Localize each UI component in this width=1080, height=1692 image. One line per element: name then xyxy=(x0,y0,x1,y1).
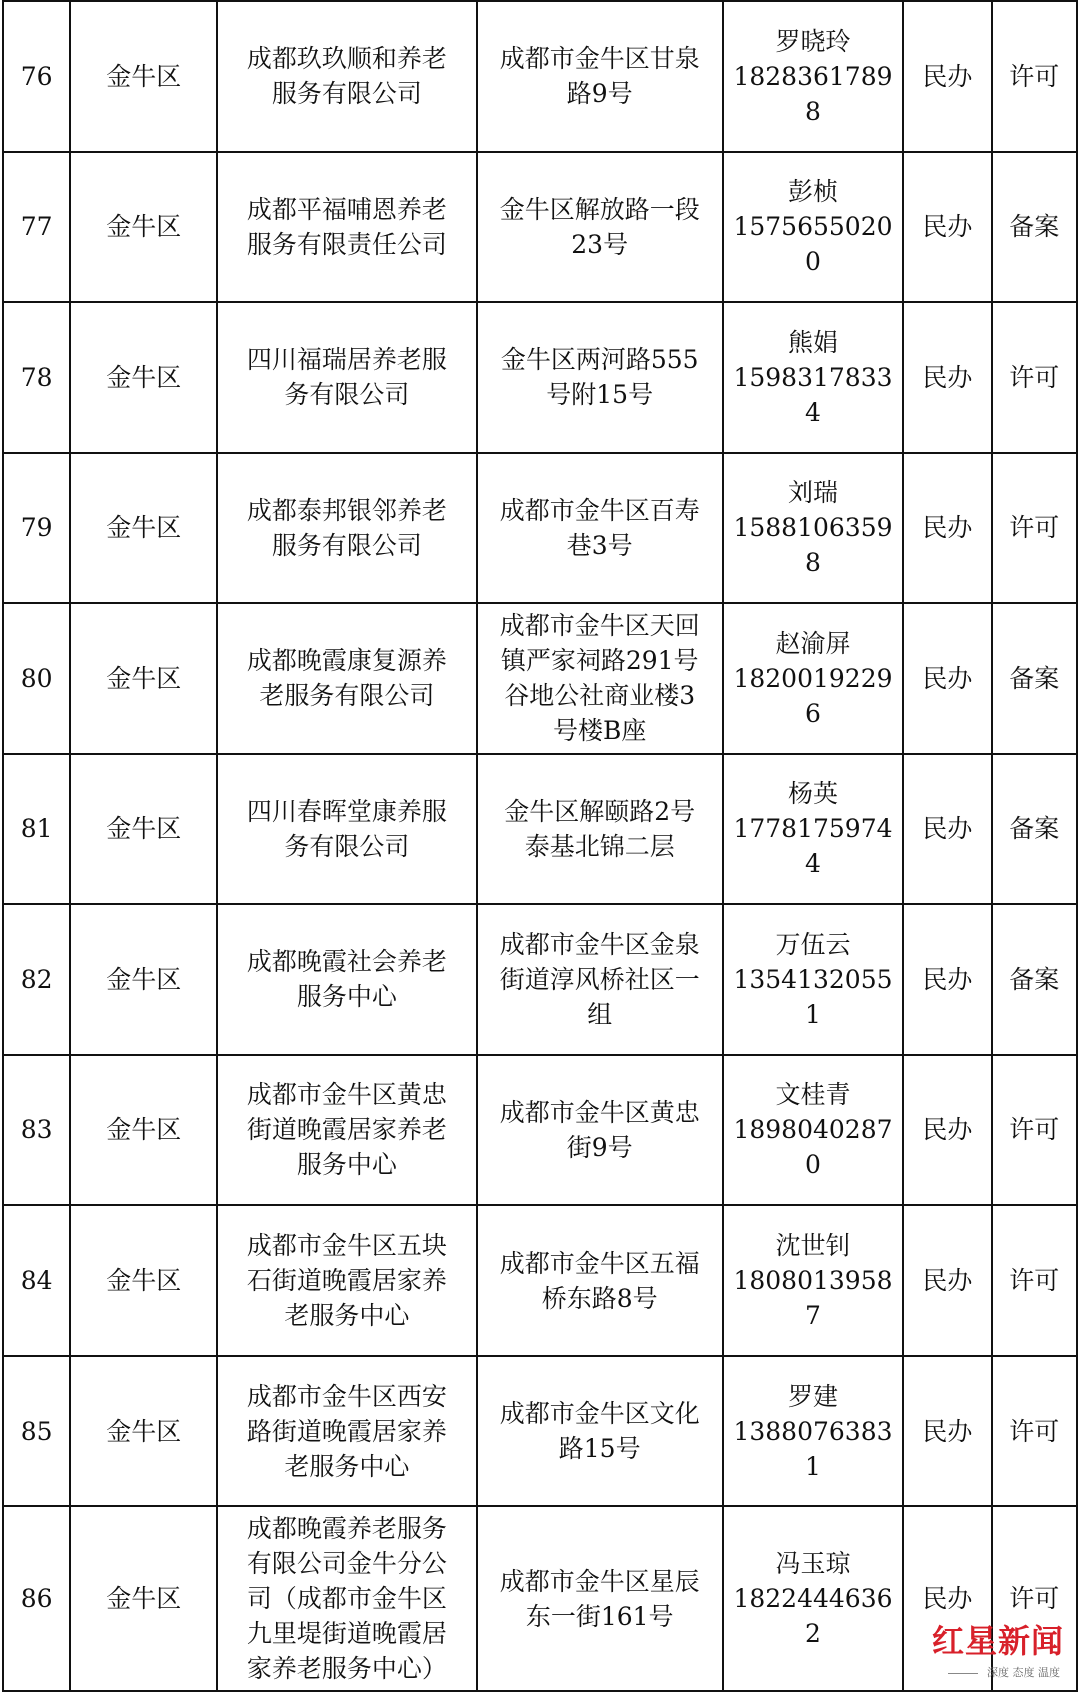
ownership-type: 民办 xyxy=(922,513,973,543)
filing-status-cell xyxy=(992,302,1077,453)
district: 金牛区 xyxy=(106,513,182,543)
row-number-cell xyxy=(3,1205,70,1356)
filing-status: 备案 xyxy=(1009,663,1060,693)
filing-status: 许可 xyxy=(1009,1115,1060,1145)
organization-name-line: 成都市金牛区西安 xyxy=(246,1381,447,1411)
address-line: 成都市金牛区百寿 xyxy=(499,495,700,525)
table-row xyxy=(3,1506,1077,1691)
address-cell xyxy=(477,152,723,303)
filing-status-cell xyxy=(992,1205,1077,1356)
contact-name: 熊娟 xyxy=(787,327,838,357)
ownership-type-cell xyxy=(903,1356,992,1507)
district: 金牛区 xyxy=(106,1115,182,1145)
contact-phone: 15881063598 xyxy=(733,513,893,578)
contact-name: 万伍云 xyxy=(775,929,851,959)
organization-cell xyxy=(217,1506,476,1691)
row-number-cell xyxy=(3,1055,70,1206)
row-number: 81 xyxy=(20,814,53,844)
contact-cell xyxy=(723,152,903,303)
organization-name-line: 成都市金牛区黄忠 xyxy=(246,1080,447,1110)
contact-phone: 15983178334 xyxy=(733,362,893,427)
ownership-type: 民办 xyxy=(922,1584,973,1614)
address-line: 成都市金牛区星辰 xyxy=(499,1566,700,1596)
contact-cell xyxy=(723,1356,903,1507)
organization-cell xyxy=(217,1055,476,1206)
row-number-cell xyxy=(3,1506,70,1691)
district-cell xyxy=(70,453,217,604)
organization-name-line: 成都泰邦银邻养老 xyxy=(246,495,447,525)
organization-name-line: 成都晚霞社会养老 xyxy=(246,947,447,977)
table-row xyxy=(3,603,1077,754)
address-line: 路15号 xyxy=(558,1434,641,1464)
address-cell xyxy=(477,1356,723,1507)
address-line: 成都市金牛区五福 xyxy=(499,1248,700,1278)
filing-status-cell xyxy=(992,152,1077,303)
filing-status-cell xyxy=(992,1,1077,152)
contact-name: 杨英 xyxy=(787,779,838,809)
ownership-type-cell xyxy=(903,1,992,152)
address-line: 街道淳风桥社区一 xyxy=(499,964,700,994)
filing-status-cell xyxy=(992,1055,1077,1206)
district-cell xyxy=(70,754,217,905)
filing-status: 许可 xyxy=(1009,362,1060,392)
organization-name-line: 成都晚霞养老服务 xyxy=(246,1514,447,1544)
organization-name-line: 务有限公司 xyxy=(284,831,410,861)
district: 金牛区 xyxy=(106,362,182,392)
organization-name-line: 服务中心 xyxy=(296,982,397,1012)
contact-name: 冯玉琼 xyxy=(775,1549,851,1579)
address-line: 成都市金牛区甘泉 xyxy=(499,44,700,74)
ownership-type: 民办 xyxy=(922,814,973,844)
ownership-type: 民办 xyxy=(922,212,973,242)
district-cell xyxy=(70,1,217,152)
ownership-type-cell xyxy=(903,453,992,604)
filing-status-cell xyxy=(992,603,1077,754)
district: 金牛区 xyxy=(106,1584,182,1614)
row-number: 79 xyxy=(20,513,53,543)
ownership-type: 民办 xyxy=(922,663,973,693)
contact-name: 文桂青 xyxy=(775,1080,851,1110)
address-line: 谷地公社商业楼3 xyxy=(504,681,696,711)
organization-name-line: 四川春晖堂康养服 xyxy=(246,796,447,826)
organization-name-line: 服务有限责任公司 xyxy=(246,229,447,259)
contact-phone: 17781759744 xyxy=(733,814,893,879)
table-row xyxy=(3,754,1077,905)
contact-cell xyxy=(723,754,903,905)
district-cell xyxy=(70,152,217,303)
contact-phone: 15756550200 xyxy=(733,212,893,277)
contact-name: 刘瑞 xyxy=(787,478,838,508)
organization-name-line: 有限公司金牛分公 xyxy=(246,1549,447,1579)
row-number: 78 xyxy=(20,362,53,392)
row-number-cell xyxy=(3,603,70,754)
district-cell xyxy=(70,1205,217,1356)
address-line: 成都市金牛区天回 xyxy=(499,611,700,641)
address-cell xyxy=(477,453,723,604)
ownership-type: 民办 xyxy=(922,1416,973,1446)
organization-name-line: 司（成都市金牛区 xyxy=(246,1584,447,1614)
red-star-news-watermark xyxy=(930,1614,1070,1684)
address-line: 街9号 xyxy=(566,1132,633,1162)
district: 金牛区 xyxy=(106,212,182,242)
ownership-type: 民办 xyxy=(922,362,973,392)
address-cell xyxy=(477,302,723,453)
address-line: 号附15号 xyxy=(546,380,654,410)
address-line: 号楼B座 xyxy=(553,716,647,746)
row-number-cell xyxy=(3,1,70,152)
contact-cell xyxy=(723,1506,903,1691)
ownership-type: 民办 xyxy=(922,61,973,91)
organization-name-line: 成都玖玖顺和养老 xyxy=(246,44,447,74)
contact-name: 沈世钊 xyxy=(775,1231,851,1261)
address-cell xyxy=(477,1,723,152)
row-number: 85 xyxy=(20,1416,53,1446)
row-number-cell xyxy=(3,904,70,1055)
organization-cell xyxy=(217,904,476,1055)
row-number: 80 xyxy=(20,663,53,693)
ownership-type-cell xyxy=(903,904,992,1055)
filing-status-cell xyxy=(992,904,1077,1055)
address-cell xyxy=(477,904,723,1055)
filing-status: 许可 xyxy=(1009,61,1060,91)
ownership-type-cell xyxy=(903,1205,992,1356)
organization-name-line: 老服务中心 xyxy=(284,1301,410,1331)
organization-cell xyxy=(217,754,476,905)
filing-status: 备案 xyxy=(1009,212,1060,242)
address-cell xyxy=(477,1205,723,1356)
organization-cell xyxy=(217,453,476,604)
ownership-type: 民办 xyxy=(922,1115,973,1145)
address-cell xyxy=(477,603,723,754)
address-cell xyxy=(477,1506,723,1691)
contact-phone: 18080139587 xyxy=(733,1266,893,1331)
row-number-cell xyxy=(3,1356,70,1507)
filing-status: 备案 xyxy=(1009,814,1060,844)
ownership-type: 民办 xyxy=(922,964,973,994)
organization-name-line: 成都平福哺恩养老 xyxy=(246,194,447,224)
watermark-rule xyxy=(948,1673,978,1674)
table-row xyxy=(3,152,1077,303)
row-number-cell xyxy=(3,152,70,303)
ownership-type: 民办 xyxy=(922,1266,973,1296)
organization-name-line: 老服务中心 xyxy=(284,1451,410,1481)
address-cell xyxy=(477,754,723,905)
district-cell xyxy=(70,603,217,754)
address-line: 东一街161号 xyxy=(525,1601,674,1631)
row-number: 82 xyxy=(20,964,53,994)
organization-name-line: 石街道晚霞居家养 xyxy=(246,1266,447,1296)
contact-phone: 13541320551 xyxy=(733,964,893,1029)
ownership-type-cell xyxy=(903,754,992,905)
contact-cell xyxy=(723,1055,903,1206)
contact-phone: 18283617898 xyxy=(733,61,893,126)
table-row xyxy=(3,302,1077,453)
organization-name-line: 家养老服务中心） xyxy=(246,1654,447,1684)
table-row xyxy=(3,1356,1077,1507)
contact-cell xyxy=(723,453,903,604)
row-number: 83 xyxy=(20,1115,53,1145)
address-line: 巷3号 xyxy=(566,530,633,560)
ownership-type-cell xyxy=(903,302,992,453)
row-number: 76 xyxy=(20,61,53,91)
row-number-cell xyxy=(3,302,70,453)
table-row xyxy=(3,1205,1077,1356)
organization-cell xyxy=(217,302,476,453)
contact-phone: 18200192296 xyxy=(733,663,893,728)
filing-status-cell xyxy=(992,1356,1077,1507)
row-number-cell xyxy=(3,453,70,604)
ownership-type-cell xyxy=(903,603,992,754)
contact-cell xyxy=(723,603,903,754)
address-line: 金牛区两河路555 xyxy=(500,345,699,375)
organization-name-line: 服务有限公司 xyxy=(271,530,422,560)
organization-name-line: 九里堤街道晚霞居 xyxy=(246,1619,447,1649)
contact-cell xyxy=(723,1205,903,1356)
district: 金牛区 xyxy=(106,1416,182,1446)
organization-name-line: 四川福瑞居养老服 xyxy=(246,345,447,375)
filing-status-cell xyxy=(992,453,1077,604)
row-number: 77 xyxy=(20,212,53,242)
address-line: 成都市金牛区金泉 xyxy=(499,929,700,959)
address-line: 路9号 xyxy=(566,79,633,109)
organization-name-line: 老服务有限公司 xyxy=(259,681,435,711)
district-cell xyxy=(70,904,217,1055)
table-row xyxy=(3,1,1077,152)
ownership-type-cell xyxy=(903,1055,992,1206)
table-row xyxy=(3,453,1077,604)
district: 金牛区 xyxy=(106,663,182,693)
organization-name-line: 成都晚霞康复源养 xyxy=(246,646,447,676)
district-cell xyxy=(70,1356,217,1507)
organization-cell xyxy=(217,1,476,152)
contact-name: 罗建 xyxy=(787,1381,838,1411)
district: 金牛区 xyxy=(106,814,182,844)
organization-name-line: 务有限公司 xyxy=(284,380,410,410)
address-line: 镇严家祠路291号 xyxy=(500,646,699,676)
watermark-brand: 红星新闻 xyxy=(931,1622,1064,1660)
filing-status-cell xyxy=(992,754,1077,905)
address-line: 成都市金牛区文化 xyxy=(499,1399,700,1429)
address-line: 金牛区解颐路2号 xyxy=(504,796,696,826)
district-cell xyxy=(70,1055,217,1206)
contact-phone: 18980402870 xyxy=(733,1115,893,1180)
filing-status: 许可 xyxy=(1009,1416,1060,1446)
filing-status: 许可 xyxy=(1009,1584,1060,1614)
organization-cell xyxy=(217,603,476,754)
contact-cell xyxy=(723,302,903,453)
contact-phone: 13880763831 xyxy=(733,1416,893,1481)
district: 金牛区 xyxy=(106,1266,182,1296)
district-cell xyxy=(70,1506,217,1691)
address-line: 组 xyxy=(587,999,613,1029)
contact-name: 罗晓玲 xyxy=(775,26,851,56)
filing-status: 许可 xyxy=(1009,513,1060,543)
contact-name: 彭桢 xyxy=(787,177,838,207)
row-number: 84 xyxy=(20,1266,53,1296)
organization-name-line: 成都市金牛区五块 xyxy=(246,1231,447,1261)
district-cell xyxy=(70,302,217,453)
organization-cell xyxy=(217,1205,476,1356)
organization-name-line: 街道晚霞居家养老 xyxy=(246,1115,447,1145)
address-cell xyxy=(477,1055,723,1206)
address-line: 成都市金牛区黄忠 xyxy=(499,1097,700,1127)
ownership-type-cell xyxy=(903,152,992,303)
watermark-tagline: 深度 态度 温度 xyxy=(987,1666,1060,1679)
elderly-care-org-table xyxy=(2,0,1078,1692)
contact-cell xyxy=(723,904,903,1055)
contact-cell xyxy=(723,1,903,152)
district: 金牛区 xyxy=(106,964,182,994)
filing-status: 许可 xyxy=(1009,1266,1060,1296)
row-number-cell xyxy=(3,754,70,905)
address-line: 泰基北锦二层 xyxy=(524,831,675,861)
organization-cell xyxy=(217,152,476,303)
organization-name-line: 路街道晚霞居家养 xyxy=(246,1416,447,1446)
table-row xyxy=(3,1055,1077,1206)
address-line: 桥东路8号 xyxy=(541,1283,658,1313)
address-line: 23号 xyxy=(571,229,629,259)
organization-name-line: 服务有限公司 xyxy=(271,79,422,109)
address-line: 金牛区解放路一段 xyxy=(499,194,700,224)
organization-cell xyxy=(217,1356,476,1507)
row-number: 86 xyxy=(20,1584,53,1614)
contact-phone: 18224446362 xyxy=(733,1584,893,1649)
contact-name: 赵渝屏 xyxy=(775,628,851,658)
filing-status: 备案 xyxy=(1009,964,1060,994)
organization-name-line: 服务中心 xyxy=(296,1150,397,1180)
table-row xyxy=(3,904,1077,1055)
district: 金牛区 xyxy=(106,61,182,91)
